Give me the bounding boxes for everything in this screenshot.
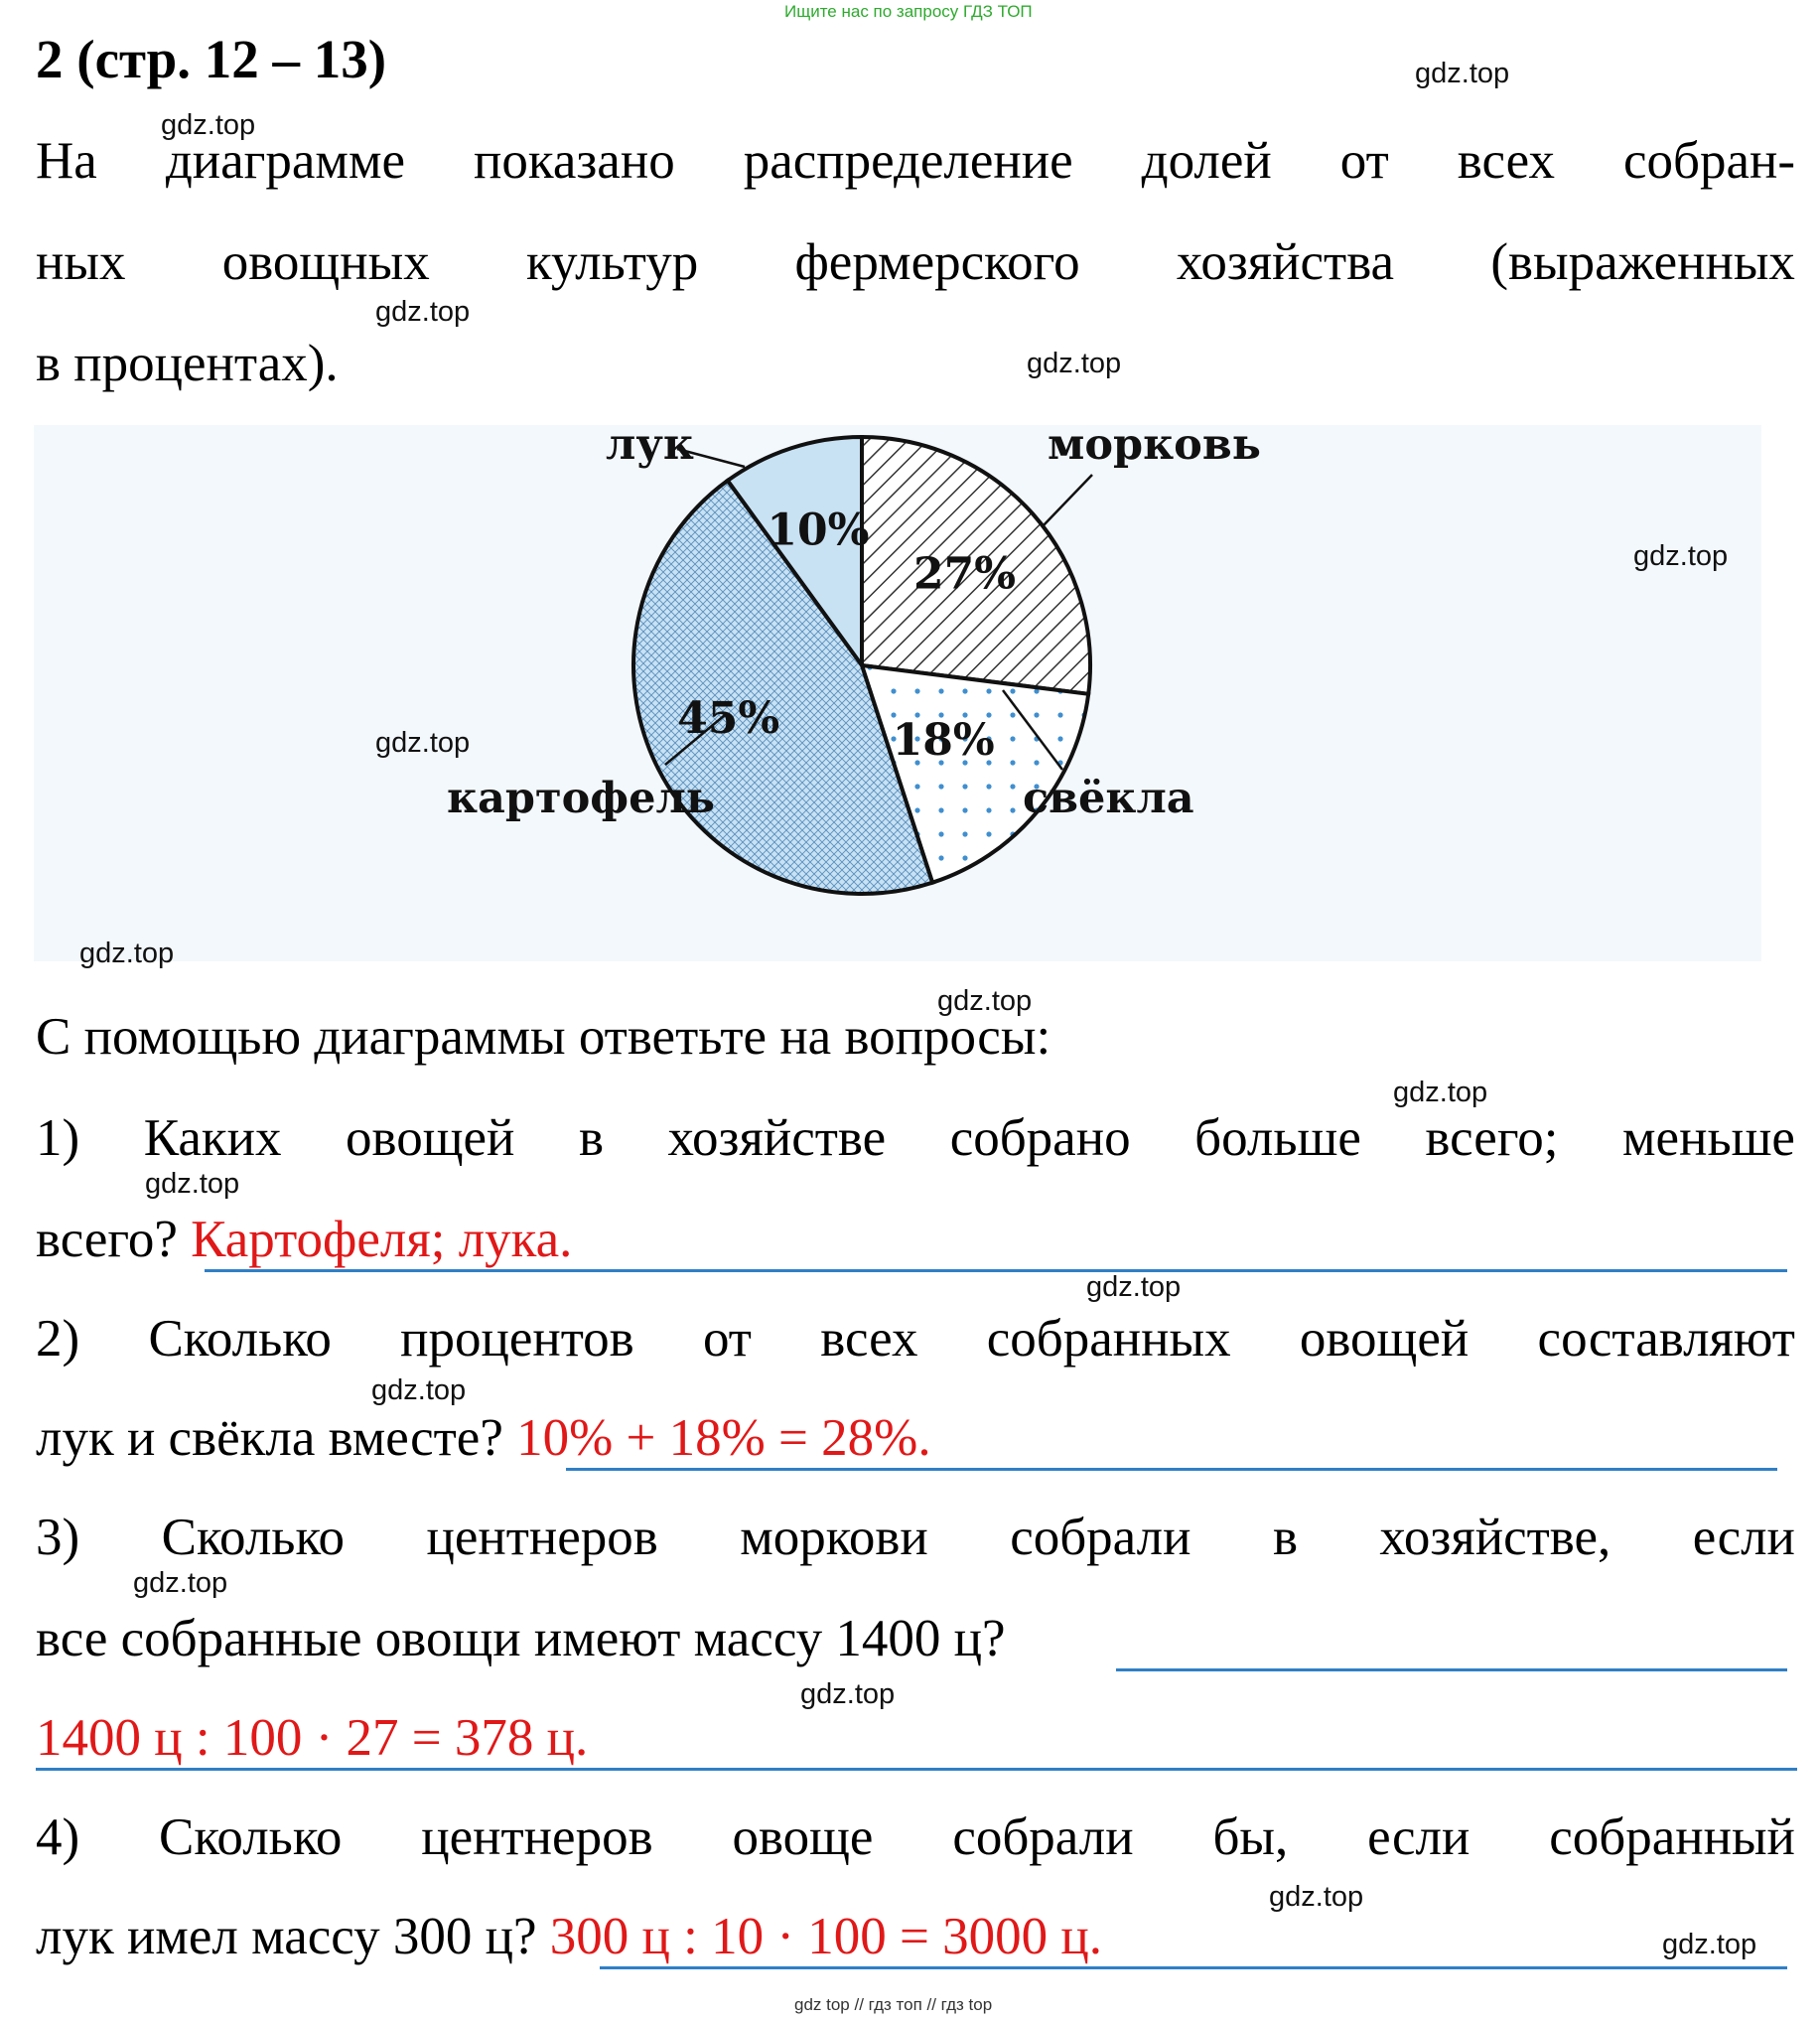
pie-category-label: лук [606, 420, 694, 470]
watermark: gdz.top [1662, 1929, 1757, 1960]
pie-percent-label: 27% [912, 548, 1017, 600]
watermark: gdz.top [1027, 348, 1122, 379]
top-banner: Ищите нас по запросу ГДЗ ТОП [784, 2, 1033, 21]
pie-category-label: картофель [447, 774, 715, 823]
watermark: gdz.top [371, 1374, 467, 1406]
intro-word: показано [474, 132, 675, 190]
question-text: лук и свёкла вместе? [36, 1409, 503, 1467]
watermark: gdz.top [1633, 540, 1729, 572]
question-text: всего? [36, 1211, 178, 1268]
intro-word: (выраженных [1490, 233, 1795, 291]
question-word: меньше [1622, 1109, 1795, 1167]
pie-percent-label: 18% [892, 715, 995, 767]
intro-line-1 [36, 131, 1795, 191]
intro-word: долей [1141, 132, 1272, 190]
pie-category-label: свёкла [1023, 774, 1194, 823]
answer-3: 1400 ц : 100 · 27 = 378 ц. [36, 1709, 589, 1767]
question-word: всех [820, 1310, 918, 1368]
watermark: gdz.top [800, 1678, 896, 1710]
watermark: gdz.top [145, 1168, 240, 1200]
watermark: gdz.top [79, 938, 175, 969]
answer-1: Картофеля; лука. [191, 1211, 573, 1268]
watermark: gdz.top [375, 727, 471, 759]
question-1-line-2 [36, 1210, 572, 1269]
question-word: всего; [1425, 1109, 1559, 1167]
watermark: gdz.top [375, 296, 471, 328]
question-word: составляют [1537, 1310, 1795, 1368]
question-word: собрали [1010, 1509, 1191, 1566]
question-word: больше [1194, 1109, 1361, 1167]
question-2-line-1 [36, 1309, 1795, 1369]
question-word: овощей [346, 1109, 515, 1167]
watermark: gdz.top [1415, 58, 1510, 89]
question-word: 1) [36, 1109, 80, 1167]
question-word: Сколько [148, 1310, 332, 1368]
question-word: 2) [36, 1310, 80, 1368]
question-word: центнеров [421, 1808, 653, 1866]
question-word: собранных [986, 1310, 1231, 1368]
question-word: собранный [1549, 1808, 1795, 1866]
intro-word: ных [36, 233, 126, 291]
question-word: Сколько [159, 1808, 343, 1866]
intro-word: распределение [743, 132, 1073, 190]
watermark: gdz.top [133, 1567, 228, 1599]
pie-leader-line [1043, 475, 1092, 526]
question-word: от [703, 1310, 752, 1368]
answer-2: 10% + 18% = 28%. [516, 1409, 931, 1467]
question-word: хозяйстве [667, 1109, 887, 1167]
question-3-line-1 [36, 1508, 1795, 1567]
question-word: Каких [143, 1109, 282, 1167]
question-word: моркови [740, 1509, 928, 1566]
question-4-line-1 [36, 1807, 1795, 1867]
intro-word: хозяйства [1176, 233, 1395, 291]
watermark: gdz.top [1269, 1881, 1364, 1913]
answer-line-2 [566, 1468, 1777, 1471]
watermark: gdz.top [937, 985, 1033, 1017]
watermark: gdz.top [1393, 1077, 1488, 1108]
question-2-line-2 [36, 1408, 931, 1468]
footer: gdz top // гдз топ // гдз top [794, 1995, 993, 2014]
pie-percent-label: 45% [677, 693, 780, 744]
watermark: gdz.top [1086, 1271, 1182, 1303]
question-word: в [1272, 1509, 1298, 1566]
pie-category-label: морковь [1048, 420, 1261, 470]
question-word: если [1367, 1808, 1470, 1866]
question-word: собрали [952, 1808, 1134, 1866]
intro-word: овощных [221, 233, 430, 291]
intro-word: диаграмме [165, 132, 406, 190]
question-word: Сколько [161, 1509, 345, 1566]
question-4-line-2 [36, 1907, 1102, 1966]
intro-word: культур [525, 233, 699, 291]
intro-word: собран- [1622, 132, 1795, 190]
intro-word: всех [1457, 132, 1555, 190]
answer-line-3b [36, 1768, 1797, 1771]
question-word: в [578, 1109, 604, 1167]
intro-line-2 [36, 232, 1795, 292]
question-word: центнеров [426, 1509, 658, 1566]
pie-percent-label: 10% [767, 505, 870, 556]
question-word: овощей [1299, 1310, 1470, 1368]
question-word: 4) [36, 1808, 80, 1866]
answer-line-3a [1116, 1668, 1787, 1671]
question-word: 3) [36, 1509, 80, 1566]
answer-line-1 [205, 1269, 1787, 1272]
question-word: овоще [732, 1808, 874, 1866]
intro-word: от [1339, 132, 1389, 190]
watermark: gdz.top [161, 109, 256, 141]
intro-word: На [36, 132, 97, 190]
question-word: собрано [949, 1109, 1131, 1167]
page-title: 2 (стр. 12 – 13) [36, 29, 387, 89]
question-1-line-1 [36, 1108, 1795, 1168]
question-text: лук имел массу 300 ц? [36, 1908, 537, 1965]
answer-4: 300 ц : 10 · 100 = 3000 ц. [549, 1908, 1103, 1965]
question-word: хозяйстве, [1379, 1509, 1611, 1566]
intro-line-3: в процентах). [36, 335, 339, 392]
question-3-line-2: все собранные овощи имеют массу 1400 ц? [36, 1610, 1006, 1667]
question-word: бы, [1212, 1808, 1289, 1866]
intro-word: фермерского [794, 233, 1080, 291]
question-word: процентов [400, 1310, 634, 1368]
pie-chart [447, 417, 1311, 934]
question-word: если [1692, 1509, 1795, 1566]
questions-prompt: С помощью диаграммы ответьте на вопросы: [36, 1008, 1051, 1066]
answer-line-4 [600, 1966, 1787, 1969]
